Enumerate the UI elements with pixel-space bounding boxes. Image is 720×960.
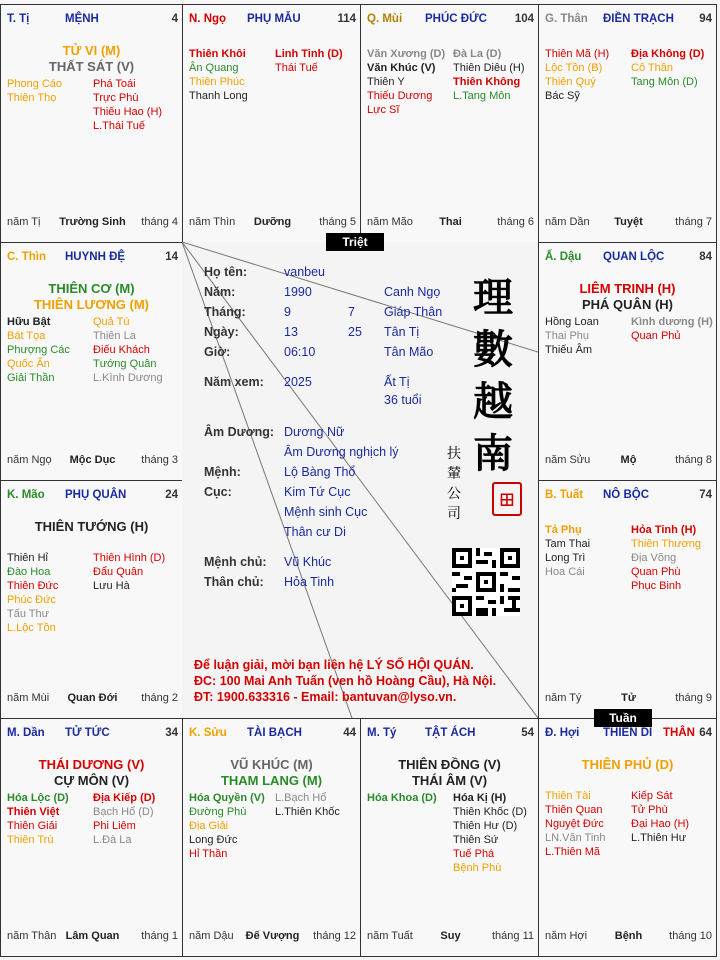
- minor-star: Giải Thần: [7, 372, 55, 384]
- minor-star: Thiên La: [93, 330, 136, 342]
- minor-star: Tuế Phá: [453, 848, 495, 860]
- minor-stars-right: [631, 315, 713, 343]
- footer-month: tháng 1: [141, 930, 178, 942]
- palace-header: [1, 251, 182, 265]
- palace-footer: [367, 216, 534, 230]
- palace-number: 14: [165, 251, 178, 263]
- minor-stars-left: [7, 77, 62, 105]
- minor-star: Thai Phụ: [545, 330, 590, 342]
- birth-info-label: Ngày:: [204, 325, 239, 339]
- palace-cell-tuat[interactable]: [538, 480, 717, 719]
- minor-star: Tướng Quân: [93, 358, 157, 370]
- chart-info-value: Lộ Bàng Thổ: [284, 465, 356, 479]
- minor-stars-right: [93, 315, 163, 385]
- minor-stars-left: [367, 47, 445, 117]
- minor-star: Thiên Hỉ: [7, 552, 48, 564]
- minor-stars-right: [631, 523, 701, 593]
- palace-footer: [545, 930, 712, 944]
- palace-name: QUAN LỘC: [603, 251, 665, 263]
- minor-star: Phúc Đức: [7, 594, 56, 606]
- contact-line-1: Để luận giải, mời bạn liên hệ LÝ SỐ HỘI QUÁN.: [194, 658, 474, 672]
- footer-month: tháng 3: [141, 454, 178, 466]
- footer-month: tháng 8: [675, 454, 712, 466]
- minor-star: Thiên Giải: [7, 820, 58, 832]
- minor-stars-right: [93, 77, 162, 133]
- minor-star: Thiên Không: [453, 76, 521, 88]
- minor-star: Thái Tuế: [275, 62, 318, 74]
- minor-star: Thanh Long: [189, 90, 248, 102]
- footer-year: năm Tuất: [367, 930, 413, 942]
- palace-header: [1, 13, 182, 27]
- palace-cell-than[interactable]: [538, 4, 717, 243]
- minor-stars-left: [7, 315, 70, 385]
- minor-stars-right: [93, 791, 155, 847]
- minor-star: Bác Sỹ: [545, 90, 580, 102]
- birth-info-label: Tháng:: [204, 305, 246, 319]
- minor-star: Long Đức: [189, 834, 238, 846]
- palace-number: 84: [699, 251, 712, 263]
- minor-star: Đại Hao (H): [631, 818, 690, 830]
- footer-month: tháng 5: [319, 216, 356, 228]
- palace-footer: [7, 692, 178, 706]
- main-star: VŨ KHÚC (M): [230, 757, 313, 772]
- minor-stars-right: [631, 789, 689, 845]
- main-stars: [1, 43, 182, 75]
- palace-stem-branch: C. Thìn: [7, 251, 46, 263]
- minor-star: Thiếu Hao (H): [93, 106, 163, 118]
- minor-star: Phượng Các: [7, 344, 70, 356]
- palace-header: [361, 727, 538, 741]
- palace-cell-ngo[interactable]: [182, 4, 361, 243]
- minor-star: Điếu Khách: [93, 344, 150, 356]
- palace-footer: [7, 216, 178, 230]
- minor-stars-left: [7, 551, 58, 635]
- palace-number: 104: [514, 13, 534, 25]
- minor-star: L.Lộc Tồn: [7, 622, 56, 634]
- main-star: CỰ MÔN (V): [53, 773, 130, 788]
- palace-stem-branch: K. Sửu: [189, 727, 227, 739]
- palace-header: [183, 727, 360, 741]
- minor-star: Hóa Lộc (D): [7, 792, 69, 804]
- footer-life-stage: Dưỡng: [253, 216, 292, 228]
- main-stars: [1, 519, 182, 535]
- footer-life-stage: Mộ: [620, 454, 637, 466]
- minor-star: Quan Phù: [631, 566, 681, 578]
- palace-cell-mui[interactable]: [360, 4, 539, 243]
- minor-star: Địa Giải: [189, 820, 229, 832]
- minor-star: Thiên Khốc (D): [453, 806, 527, 818]
- palace-stem-branch: K. Mão: [7, 489, 45, 501]
- main-star: THIÊN LƯƠNG (M): [33, 297, 150, 312]
- birth-info-canchi: Canh Ngọ: [384, 285, 441, 299]
- minor-star: Tang Môn (D): [631, 76, 698, 88]
- minor-star: Hoa Cái: [545, 566, 585, 578]
- palace-footer: [545, 454, 712, 468]
- minor-star: L.Đà La: [93, 834, 132, 846]
- minor-star: L.Kình Dương: [93, 372, 163, 384]
- palace-stem-branch: B. Tuất: [545, 489, 584, 501]
- palace-name: ĐIỀN TRẠCH: [603, 13, 674, 25]
- birth-info-lunar: 7: [348, 305, 355, 319]
- palace-name: PHỤ MẪU: [247, 13, 301, 25]
- palace-cell-ty[interactable]: [360, 718, 539, 957]
- minor-stars-left: [545, 523, 590, 579]
- minor-star: Thiếu Âm: [545, 344, 593, 356]
- minor-star: Nguyệt Đức: [545, 818, 604, 830]
- footer-life-stage: Suy: [440, 930, 461, 942]
- chart-info-value: Vũ Khúc: [284, 555, 332, 569]
- minor-stars-right: [453, 791, 527, 875]
- palace-name: NÔ BỘC: [603, 489, 649, 501]
- minor-star: Thiên Quý: [545, 76, 596, 88]
- minor-star: L.Thái Tuế: [93, 120, 145, 132]
- main-stars: [1, 281, 182, 313]
- minor-stars-left: [189, 791, 265, 861]
- palace-number: 4: [171, 13, 178, 25]
- minor-star: Bệnh Phù: [453, 862, 502, 874]
- main-star: THIÊN PHỦ (D): [581, 757, 674, 772]
- minor-stars-left: [7, 791, 69, 847]
- chart-info-value: Mệnh sinh Cục: [284, 505, 368, 519]
- main-stars: [539, 281, 716, 313]
- main-star: TỬ VI (M): [62, 43, 121, 58]
- minor-star: L.Thiên Hư: [631, 832, 687, 844]
- minor-star: Tấu Thư: [7, 608, 50, 620]
- palace-cell-mao[interactable]: [0, 480, 183, 719]
- main-star: THAM LANG (M): [220, 773, 323, 788]
- minor-star: Long Trì: [545, 552, 586, 564]
- minor-star: Thiên Hư (D): [453, 820, 518, 832]
- palace-number: 24: [165, 489, 178, 501]
- footer-year: năm Dậu: [189, 930, 234, 942]
- minor-star: Thiên Khôi: [189, 48, 246, 60]
- qr-code-graphic: [452, 548, 520, 616]
- palace-number: 74: [699, 489, 712, 501]
- chart-info-value: Dương Nữ: [284, 425, 345, 439]
- minor-stars-right: [631, 47, 704, 89]
- minor-star: Thiếu Dương: [367, 90, 433, 102]
- palace-number: 64: [699, 727, 712, 739]
- minor-star: Hỉ Thần: [189, 848, 228, 860]
- minor-star: Hóa Kị (H): [453, 792, 507, 804]
- contact-phone-email[interactable]: ĐT: 1900.633316 - Email: bantuvan@lyso.vn.: [194, 690, 457, 704]
- footer-month: tháng 9: [675, 692, 712, 704]
- palace-stem-branch: Đ. Hợi: [545, 727, 580, 739]
- palace-name: HUYNH ĐỆ: [65, 251, 126, 263]
- minor-star: L.Bạch Hổ: [275, 792, 327, 804]
- minor-star: Hóa Khoa (D): [367, 792, 437, 804]
- birth-info-label: Giờ:: [204, 345, 231, 359]
- minor-stars-left: [545, 315, 599, 357]
- footer-life-stage: Trường Sinh: [59, 216, 126, 228]
- minor-star: LN.Văn Tinh: [545, 832, 606, 844]
- minor-star: Lực Sĩ: [367, 104, 400, 116]
- minor-star: Trực Phù: [93, 92, 139, 104]
- palace-cell-dan[interactable]: [0, 718, 183, 957]
- main-star: LIÊM TRINH (H): [579, 281, 676, 296]
- footer-life-stage: Mộc Dục: [69, 454, 116, 466]
- minor-star: Hỏa Tinh (H): [631, 524, 697, 536]
- birth-info-label: Năm:: [204, 285, 236, 299]
- chart-info-label: Mệnh chủ:: [204, 555, 267, 569]
- age-value: 36 tuổi: [384, 393, 422, 407]
- palace-header: [539, 489, 716, 503]
- minor-star: Thiên Trù: [7, 834, 54, 846]
- footer-life-stage: Quan Đới: [67, 692, 118, 704]
- footer-month: tháng 10: [669, 930, 712, 942]
- minor-star: L.Tang Môn: [453, 90, 511, 102]
- minor-stars-left: [367, 791, 437, 805]
- birth-info-label: Họ tên:: [204, 265, 248, 279]
- minor-star: Quan Phủ: [631, 330, 681, 342]
- minor-stars-right: [275, 791, 340, 819]
- main-star: THIÊN TƯỚNG (H): [34, 519, 149, 534]
- palace-number: 44: [343, 727, 356, 739]
- minor-star: Phong Cáo: [7, 78, 63, 90]
- footer-year: năm Thìn: [189, 216, 236, 228]
- minor-star: Địa Không (D): [631, 48, 705, 60]
- palace-number: 34: [165, 727, 178, 739]
- minor-star: Địa Kiếp (D): [93, 792, 156, 804]
- minor-star: Thiên Việt: [7, 806, 60, 818]
- palace-name: THIÊN DI: [603, 727, 653, 739]
- seal-side-text: 扶 輦 公 司: [447, 446, 461, 522]
- chart-info-value: Kim Tứ Cục: [284, 485, 351, 499]
- footer-year: năm Mão: [367, 216, 413, 228]
- palace-footer: [7, 454, 178, 468]
- minor-star: Văn Khúc (V): [367, 62, 436, 74]
- chart-info-value: Âm Dương nghịch lý: [284, 445, 399, 459]
- footer-life-stage: Đế Vượng: [245, 930, 300, 942]
- palace-cell-thin[interactable]: [0, 242, 183, 481]
- palace-cell-hoi[interactable]: [538, 718, 717, 957]
- main-stars: [361, 757, 538, 789]
- main-star: THẤT SÁT (V): [48, 59, 135, 74]
- minor-star: Lưu Hà: [93, 580, 130, 592]
- birth-info-lunar: 25: [348, 325, 362, 339]
- palace-stem-branch: T. Tị: [7, 13, 30, 25]
- birth-info-canchi: Tân Mão: [384, 345, 434, 359]
- main-star: THÁI DƯƠNG (V): [38, 757, 145, 772]
- minor-star: Đẩu Quân: [93, 566, 144, 578]
- main-stars: [539, 757, 716, 773]
- minor-star: Văn Xương (D): [367, 48, 446, 60]
- palace-footer: [545, 692, 712, 706]
- minor-star: Bạch Hổ (D): [93, 806, 154, 818]
- palace-stem-branch: G. Thân: [545, 13, 588, 25]
- chart-info-label: Mệnh:: [204, 465, 241, 479]
- palace-name: TẬT ÁCH: [425, 727, 476, 739]
- footer-year: năm Sửu: [545, 454, 591, 466]
- footer-month: tháng 6: [497, 216, 534, 228]
- footer-year: năm Thân: [7, 930, 57, 942]
- palace-number: 54: [521, 727, 534, 739]
- main-star: THIÊN CƠ (M): [48, 281, 135, 296]
- minor-star: Tử Phù: [631, 804, 668, 816]
- minor-star: Thiên Đức: [7, 580, 59, 592]
- minor-stars-left: [189, 47, 248, 103]
- birth-info-canchi: Tân Tị: [384, 325, 420, 339]
- palace-number: 114: [337, 13, 356, 25]
- palace-header: [361, 13, 538, 27]
- contact-address: ĐC: 100 Mai Anh Tuấn (ven hồ Hoàng Cầu), Hà Nội.: [194, 674, 497, 688]
- palace-number: 94: [699, 13, 712, 25]
- palace-name: TỬ TỨC: [65, 727, 110, 739]
- minor-star: Đào Hoa: [7, 566, 51, 578]
- chart-info-label: Cục:: [204, 485, 232, 499]
- palace-header: [1, 727, 182, 741]
- palace-stem-branch: M. Dần: [7, 727, 45, 739]
- footer-life-stage: Thai: [439, 216, 462, 228]
- qr-code[interactable]: [452, 548, 520, 616]
- minor-star: Phục Binh: [631, 580, 682, 592]
- minor-star: Địa Võng: [631, 552, 677, 564]
- palace-stem-branch: M. Tý: [367, 727, 397, 739]
- main-star: THIÊN ĐỒNG (V): [398, 757, 501, 772]
- footer-year: năm Tý: [545, 692, 582, 704]
- footer-month: tháng 4: [141, 216, 178, 228]
- palace-stem-branch: Ấ. Dậu: [545, 251, 582, 263]
- minor-star: Quốc Ấn: [7, 358, 50, 370]
- minor-stars-left: [545, 789, 606, 859]
- palace-cell-ti[interactable]: [0, 4, 183, 243]
- birth-info-value: 1990: [284, 285, 312, 299]
- center-info-panel: [182, 242, 538, 718]
- footer-month: tháng 12: [313, 930, 356, 942]
- than-palace-marker: THÂN: [663, 727, 695, 739]
- footer-life-stage: Lâm Quan: [65, 930, 120, 942]
- minor-star: Thiên Tài: [545, 790, 591, 802]
- minor-star: Phá Toái: [93, 78, 136, 90]
- chart-info-label: Thân chủ:: [204, 575, 264, 589]
- palace-cell-dau[interactable]: [538, 242, 717, 481]
- palace-stem-branch: N. Ngọ: [189, 13, 227, 25]
- palace-cell-suu[interactable]: [182, 718, 361, 957]
- minor-star: Quả Tú: [93, 316, 130, 328]
- footer-month: tháng 2: [141, 692, 178, 704]
- minor-star: Thiên Sứ: [453, 834, 499, 846]
- main-star: THÁI ÂM (V): [411, 773, 488, 788]
- birth-info-value: 2025: [284, 375, 312, 389]
- footer-year: năm Ngọ: [7, 454, 52, 466]
- minor-star: Cô Thần: [631, 62, 673, 74]
- minor-stars-right: [93, 551, 165, 593]
- chart-info-value: Thân cư Di: [284, 525, 346, 539]
- palace-header: [183, 13, 360, 27]
- minor-star: Đường Phù: [189, 806, 247, 818]
- minor-star: Phi Liêm: [93, 820, 136, 832]
- minor-star: L.Thiên Mã: [545, 846, 601, 858]
- tuan-marker: Tuần: [594, 709, 652, 727]
- palace-name: TÀI BẠCH: [247, 727, 302, 739]
- minor-star: Thiên Phúc: [189, 76, 245, 88]
- minor-star: Đà La (D): [453, 48, 502, 60]
- palace-stem-branch: Q. Mùi: [367, 13, 403, 25]
- footer-life-stage: Tuyệt: [614, 216, 643, 228]
- minor-star: Linh Tinh (D): [275, 48, 343, 60]
- birth-info-canchi: Ất Tị: [384, 375, 410, 389]
- palace-header: [539, 251, 716, 265]
- calligraphy-text: 理 數 越 南: [473, 274, 513, 477]
- minor-star: Thiên Quan: [545, 804, 603, 816]
- footer-month: tháng 11: [491, 930, 534, 942]
- palace-name: MỆNH: [65, 13, 99, 25]
- birth-info-value: vanbeu: [284, 265, 326, 279]
- minor-stars-left: [545, 47, 609, 103]
- footer-year: năm Hợi: [545, 930, 588, 942]
- main-star: PHÁ QUÂN (H): [582, 297, 673, 312]
- footer-year: năm Tị: [7, 216, 41, 228]
- palace-header: [539, 13, 716, 27]
- palace-header: [539, 727, 716, 741]
- palace-footer: [545, 216, 712, 230]
- minor-star: Tả Phụ: [545, 524, 582, 536]
- minor-star: Thiên Mã (H): [545, 48, 610, 60]
- footer-life-stage: Tử: [621, 692, 636, 704]
- footer-life-stage: Bệnh: [614, 930, 643, 942]
- minor-star: Thiên Thọ: [7, 92, 57, 104]
- birth-info-value: 06:10: [284, 345, 316, 359]
- palace-footer: [7, 930, 178, 944]
- minor-star: Hữu Bật: [7, 316, 51, 328]
- minor-star: Thiên Diêu (H): [453, 62, 525, 74]
- palace-name: PHÚC ĐỨC: [425, 13, 487, 25]
- minor-star: Thiên Thương: [631, 538, 702, 550]
- minor-stars-right: [453, 47, 525, 103]
- minor-star: L.Thiên Khốc: [275, 806, 340, 818]
- minor-star: Kiếp Sát: [631, 790, 673, 802]
- footer-year: năm Dần: [545, 216, 590, 228]
- minor-star: Ân Quang: [189, 62, 239, 74]
- chart-info-value: Hỏa Tinh: [284, 575, 335, 589]
- minor-star: Bát Tọa: [7, 330, 46, 342]
- minor-star: Hồng Loan: [545, 316, 599, 328]
- birth-info-value: 13: [284, 325, 298, 339]
- birth-info-value: 9: [284, 305, 291, 319]
- minor-star: Lộc Tồn (B): [545, 62, 603, 74]
- minor-star: Tam Thai: [545, 538, 591, 550]
- minor-star: Thiên Y: [367, 76, 405, 88]
- main-stars: [183, 757, 360, 789]
- palace-name: PHỤ QUÂN: [65, 489, 127, 501]
- triet-marker: Triệt: [326, 233, 384, 251]
- palace-header: [1, 489, 182, 503]
- birth-info-canchi: Giáp Thân: [384, 305, 443, 319]
- palace-footer: [189, 216, 356, 230]
- minor-star: Hóa Quyền (V): [189, 792, 265, 804]
- red-seal-stamp: ⊞: [492, 482, 522, 516]
- minor-star: Thiên Hình (D): [93, 552, 166, 564]
- chart-info-label: Âm Dương:: [204, 425, 275, 439]
- minor-star: Kình dương (H): [631, 316, 713, 328]
- main-stars: [1, 757, 182, 789]
- minor-stars-right: [275, 47, 343, 75]
- footer-year: năm Mùi: [7, 692, 50, 704]
- birth-info-label: Năm xem:: [204, 375, 264, 389]
- footer-month: tháng 7: [675, 216, 712, 228]
- palace-footer: [189, 930, 356, 944]
- palace-footer: [367, 930, 534, 944]
